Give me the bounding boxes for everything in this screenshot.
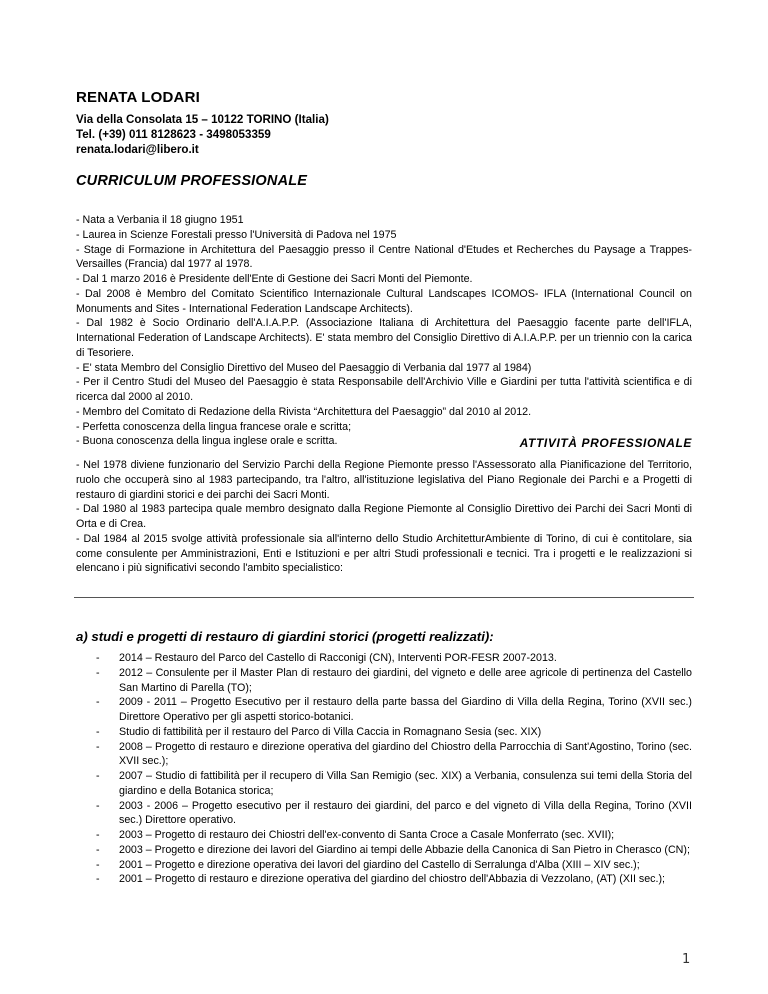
list-item bbox=[96, 769, 692, 799]
section-a-heading: a) studi e progetti di restauro di giardini storici (progetti realizzati): bbox=[76, 629, 494, 644]
project-list bbox=[96, 651, 692, 887]
list-item bbox=[96, 725, 692, 740]
bio-line: - Buona conoscenza della lingua inglese orale e scritta. bbox=[76, 435, 338, 448]
phone: Tel. (+39) 011 8128623 - 3498053359 bbox=[76, 128, 271, 141]
list-item bbox=[96, 872, 692, 887]
list-item bbox=[96, 695, 692, 725]
bio-line: - Dal 1 marzo 2016 è Presidente dell'Ente di Gestione dei Sacri Monti del Piemonte. bbox=[76, 273, 473, 285]
bio-line: - Membro del Comitato di Redazione della Rivista “Architettura del Paesaggio” dal 2010 al 2012. bbox=[76, 405, 532, 418]
bio-line: - E' stata Membro del Consiglio Direttivo del Museo del Paesaggio di Verbania dal 1977 al 1984) bbox=[76, 361, 532, 374]
list-bullet: - bbox=[96, 770, 100, 782]
list-bullet: - bbox=[96, 858, 100, 871]
activity-paragraph: - Dal 1984 al 2015 svolge attività professionale sia all'interno dello Studio ArchitetturAmbiente di Torino, di cui è contitolare, sia come consulente per Amministrazioni, Enti e Istituzioni e per altri Studi professionali e tecnici. Tra i progetti e le realizzazioni si elencano i più significativi secondo l'ambito specialistico: bbox=[76, 532, 692, 575]
list-bullet: - bbox=[96, 829, 100, 841]
bio-line: - Laurea in Scienze Forestali presso l'Università di Padova nel 1975 bbox=[76, 228, 397, 241]
list-bullet: - bbox=[96, 652, 100, 664]
list-bullet: - bbox=[96, 799, 100, 812]
project-text: 2012 – Consulente per il Master Plan di restauro dei giardini, del vigneto e delle aree agricole di pertinenza del Castello San Martino di Parella (TO); bbox=[119, 666, 692, 694]
activity-paragraph: - Dal 1980 al 1983 partecipa quale membro designato dalla Regione Piemonte al Consiglio Direttivo dei Parchi dei Sacri Monti di Orta e di Crea. bbox=[76, 503, 692, 530]
address: Via della Consolata 15 – 10122 TORINO (Italia) bbox=[76, 113, 329, 126]
bio-line: - Stage di Formazione in Architettura del Paesaggio presso il Centre National d'Etudes et Recherches du Paysage a Trappes-Versailles (Francia) dal 1977 al 1978. bbox=[76, 243, 692, 271]
list-bullet: - bbox=[96, 696, 100, 709]
project-text: 2008 – Progetto di restauro e direzione operativa del giardino del Chiostro della Parrocchia di Sant'Agostino, Torino (sec. XVII sec.); bbox=[119, 740, 692, 768]
project-text: 2009 - 2011 – Progetto Esecutivo per il restauro della parte bassa del Giardino di Villa della Regina, Torino (XVII sec.) Direttore Operativo per gli aspetti storico-botanici. bbox=[119, 696, 692, 723]
list-bullet: - bbox=[96, 843, 100, 856]
project-text: 2003 – Progetto e direzione dei lavori del Giardino ai tempi delle Abbazie della Canonica di San Pietro in Cherasco (CN); bbox=[119, 843, 690, 856]
project-text: 2003 - 2006 – Progetto esecutivo per il restauro dei giardini, del parco e del vigneto di Villa della Regina, Torino (XVII sec.) Direttore operativo. bbox=[119, 799, 692, 827]
project-text: 2014 – Restauro del Parco del Castello di Racconigi (CN), Interventi POR-FESR 2007-2013. bbox=[119, 652, 557, 664]
list-bullet: - bbox=[96, 740, 100, 753]
bio-line: - Dal 2008 è Membro del Comitato Scientifico Internazionale Cultural Landscapes ICOMOS- IFLA (International Council on Monuments and Sites - International Federation Landscape Architects). bbox=[76, 287, 692, 315]
project-text: 2001 – Progetto e direzione operativa dei lavori del giardino del Castello di Serralunga d'Alba (XIII – XIV sec.); bbox=[119, 858, 640, 871]
bio-line: - Nata a Verbania il 18 giugno 1951 bbox=[76, 214, 244, 226]
list-item bbox=[96, 799, 692, 829]
bio-line: - Perfetta conoscenza della lingua francese orale e scritta; bbox=[76, 420, 352, 433]
list-item bbox=[96, 651, 692, 666]
list-item bbox=[96, 666, 692, 696]
project-text: 2003 – Progetto di restauro dei Chiostri dell'ex-convento di Santa Croce a Casale Monferrato (sec. XVII); bbox=[119, 829, 615, 841]
bio-line: - Dal 1982 è Socio Ordinario dell'A.I.A.P.P. (Associazione Italiana di Architettura del Paesaggio facente parte dell'IFLA, International Federation of Landscape Architects). E' stata membro del Consiglio Direttivo di A.I.A.P.P. per un triennio con la carica di Tesoriere. bbox=[76, 317, 692, 359]
cv-title: CURRICULUM PROFESSIONALE bbox=[76, 173, 308, 189]
section-divider bbox=[74, 597, 694, 598]
project-text: 2001 – Progetto di restauro e direzione operativa del giardino del chiostro dell'Abbazia di Vezzolano, (AT) (XII sec.); bbox=[119, 873, 666, 886]
list-bullet: - bbox=[96, 725, 100, 738]
list-item bbox=[96, 858, 692, 873]
list-item bbox=[96, 843, 692, 858]
bio-section bbox=[76, 213, 692, 449]
list-item bbox=[96, 828, 692, 843]
list-bullet: - bbox=[96, 666, 100, 679]
page-number: 1 bbox=[682, 952, 691, 967]
activity-heading: ATTIVITÀ PROFESSIONALE bbox=[519, 436, 692, 450]
activity-section bbox=[76, 458, 692, 576]
list-bullet: - bbox=[96, 873, 100, 886]
activity-paragraph: - Nel 1978 diviene funzionario del Servizio Parchi della Regione Piemonte presso l'Assessorato alla Pianificazione del Territorio, ruolo che occuperà sino al 1983 partecipando, tra l'altro, all'istituzione legislativa del Piano Regionale dei Parchi e a Progetti di restauro di giardini storici e dei parchi dei Sacri Monti. bbox=[76, 459, 692, 501]
list-item bbox=[96, 740, 692, 770]
project-text: 2007 – Studio di fattibilità per il recupero di Villa San Remigio (sec. XIX) a Verbania, consulenza sui temi della Storia del giardino e della Botanica storica; bbox=[119, 770, 692, 797]
bio-line: - Per il Centro Studi del Museo del Paesaggio è stata Responsabile dell'Archivio Ville e Giardini per tutta l'attività scientifica e di ricerca dal 2000 al 2010. bbox=[76, 376, 692, 403]
contact-block bbox=[76, 112, 329, 157]
author-name: RENATA LODARI bbox=[76, 89, 200, 106]
email: renata.lodari@libero.it bbox=[76, 143, 199, 156]
project-text: Studio di fattibilità per il restauro del Parco di Villa Caccia in Romagnano Sesia (sec. XIX) bbox=[119, 725, 542, 738]
